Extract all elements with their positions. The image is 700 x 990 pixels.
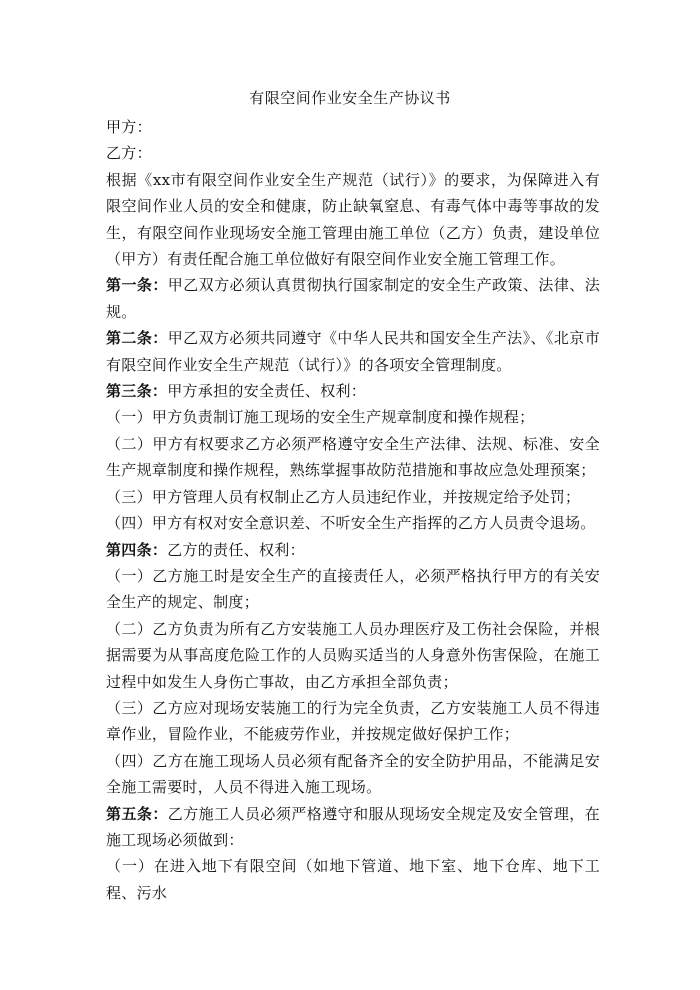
article-4-item: （二）乙方负责为所有乙方安装施工人员办理医疗及工伤社会保险，并根据需要为从事高度危险工作的人员购买适当的人身意外伤害保险，在施工过程中如发生人身伤亡事故，由乙方承担全部负责； — [106, 619, 600, 691]
article-4-item: （四）乙方在施工现场人员必须有配备齐全的安全防护用品，不能满足安全施工需要时，人员不得进入施工现场。 — [106, 751, 600, 797]
document-title: 有限空间作业安全生产协议书 — [249, 89, 451, 107]
article-3-label: 第三条： — [106, 382, 168, 401]
article-3-item: （二）甲方有权要求乙方必须严格遵守安全生产法律、法规、标准、安全生产规章制度和操作规程，熟练掌握事故防范措施和事故应急处理预案； — [106, 434, 600, 480]
article-3 — [106, 378, 600, 404]
article-5-label: 第五条： — [106, 804, 168, 823]
article-2-label: 第二条： — [106, 329, 168, 348]
article-4-text: 乙方的责任、权利： — [167, 540, 305, 559]
article-5-text: 乙方施工人员必须严格遵守和服从现场安全规定及安全管理，在施工现场必须做到： — [106, 804, 601, 849]
article-1-text: 甲乙双方必须认真贯彻执行国家制定的安全生产政策、法律、法规。 — [106, 276, 601, 321]
article-5 — [106, 801, 600, 854]
party-b-line: 乙方： — [106, 144, 152, 163]
intro-paragraph: 根据《xx市有限空间作业安全生产规范（试行）》的要求，为保障进入有限空间作业人员的安全和健康，防止缺氧窒息、有毒气体中毒等事故的发生，有限空间作业现场安全施工管理由施工单位（乙方）负责，建设单位（甲方）有责任配合施工单位做好有限空间作业安全施工管理工作。 — [106, 170, 600, 269]
article-5-item: （一）在进入地下有限空间（如地下管道、地下室、地下仓库、地下工程、污水 — [106, 857, 600, 902]
article-1 — [106, 272, 600, 325]
article-2 — [106, 325, 600, 378]
document-body — [106, 114, 600, 906]
article-4-label: 第四条： — [106, 540, 168, 559]
article-3-item: （四）甲方有权对安全意识差、不听安全生产指挥的乙方人员责令退场。 — [106, 514, 596, 533]
article-4-item: （一）乙方施工时是安全生产的直接责任人，必须严格执行甲方的有关安全生产的规定、制度； — [106, 566, 600, 612]
article-3-text: 甲方承担的安全责任、权利： — [167, 382, 367, 401]
party-a-line: 甲方： — [106, 118, 152, 136]
article-3-item: （三）甲方管理人员有权制止乙方人员违纪作业，并按规定给予处罚； — [106, 487, 581, 506]
article-2-text: 甲乙双方必须共同遵守《中华人民共和国安全生产法》、《北京市有限空间作业安全生产规范（试行）》的各项安全管理制度。 — [106, 329, 601, 374]
article-4-item: （三）乙方应对现场安装施工的行为完全负责，乙方安装施工人员不得违章作业，冒险作业，不能疲劳作业，并按规定做好保护工作； — [106, 698, 600, 744]
article-3-item: （一）甲方负责制订施工现场的安全生产规章制度和操作规程； — [106, 408, 535, 427]
article-1-label: 第一条： — [106, 276, 168, 295]
article-4 — [106, 537, 600, 563]
